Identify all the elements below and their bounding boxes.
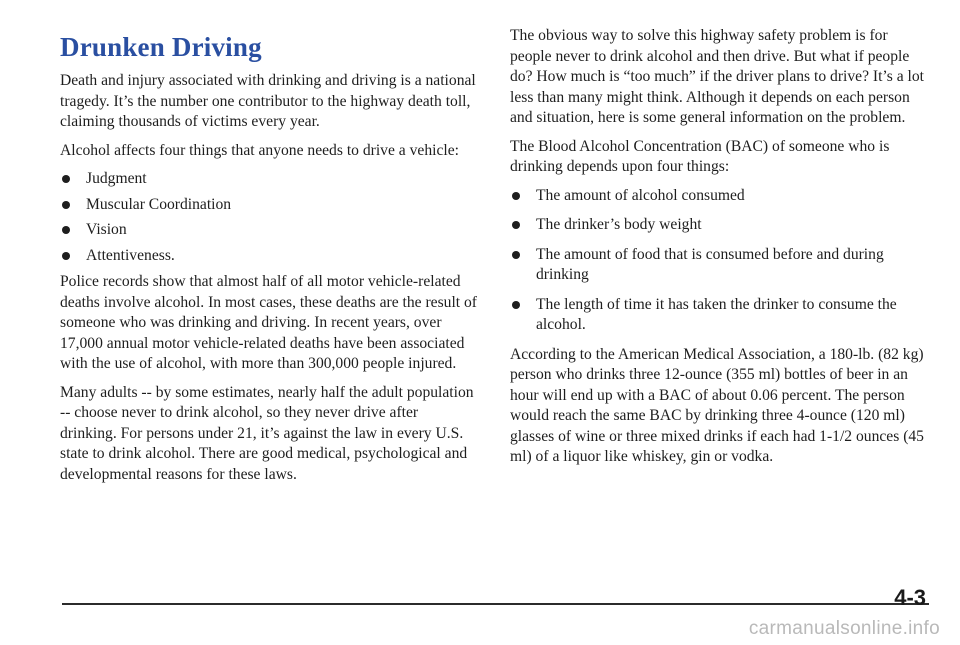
bullet-icon — [62, 226, 70, 234]
list-item: Muscular Coordination — [60, 195, 478, 216]
right-column — [510, 26, 930, 476]
bullet-icon — [512, 221, 520, 229]
left-column — [60, 26, 478, 493]
bullet-icon — [62, 201, 70, 209]
list-item: Vision — [60, 220, 478, 241]
list-item: Judgment — [60, 169, 478, 190]
solution-paragraph: The obvious way to solve this highway safety problem is for people never to drink alcohol and then drive. But what if people do? How much is “too much” if the driver plans to drive? It’s a lot less than many might think. Although it depends on each person and situation, here is some general information on the problem. — [510, 27, 924, 126]
police-records-paragraph: Police records show that almost half of all motor vehicle-related deaths involve alcohol. In most cases, these deaths are the result of someone who was drinking and driving. In recent years, over 17,000 annual motor vehicle-related deaths have been associated with the use of alcohol, with more than 300,000 people injured. — [60, 273, 478, 372]
section-title: Drunken Driving — [60, 32, 262, 62]
bullet-icon — [62, 175, 70, 183]
list-item: The length of time it has taken the drinker to consume the alcohol. — [510, 295, 930, 336]
bac-paragraph: The Blood Alcohol Concentration (BAC) of someone who is drinking depends upon four things: — [510, 137, 890, 175]
bullet-icon — [512, 301, 520, 309]
footer-rule — [62, 603, 929, 605]
bullet-icon — [512, 251, 520, 259]
watermark: carmanualsonline.info — [748, 618, 940, 639]
bullet-icon — [512, 192, 520, 200]
list-item: The amount of food that is consumed before and during drinking — [510, 245, 930, 286]
intro-paragraph: Death and injury associated with drinking and driving is a national tragedy. It’s the number one contributor to the highway death toll, claiming thousands of victims every year. — [60, 72, 476, 130]
bullet-icon — [62, 252, 70, 260]
adults-paragraph: Many adults -- by some estimates, nearly half the adult population -- choose never to drink alcohol, so they never drive after drinking. For persons under 21, it’s against the law in every U.S. state to drink alcohol. There are good medical, psychological and developmental reasons for these laws. — [60, 383, 474, 483]
list-item: Attentiveness. — [60, 246, 478, 267]
bac-factors-list — [510, 186, 930, 336]
affects-list — [60, 169, 478, 266]
list-item: The amount of alcohol consumed — [510, 186, 930, 207]
page-number: 4-3 — [894, 585, 926, 610]
ama-paragraph: According to the American Medical Association, a 180-lb. (82 kg) person who drinks three 12-ounce (355 ml) bottles of beer in an hour will end up with a BAC of about 0.06 percent. The person would reach the same BAC by drinking three 4-ounce (120 ml) glasses of wine or three mixed drinks if each had 1-1/2 ounces (45 ml) of a liquor like whiskey, gin or vodka. — [510, 345, 924, 465]
list-item: The drinker’s body weight — [510, 215, 930, 236]
alcohol-affects-paragraph: Alcohol affects four things that anyone needs to drive a vehicle: — [60, 141, 459, 159]
